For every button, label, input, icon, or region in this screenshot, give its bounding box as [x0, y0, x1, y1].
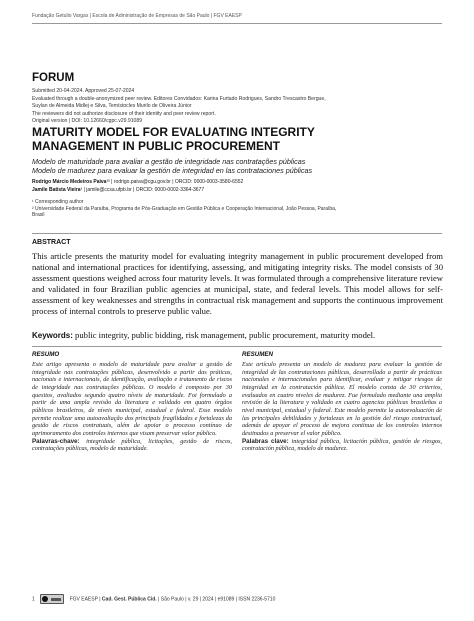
- title-line: MATURITY MODEL FOR EVALUATING INTEGRITY: [32, 125, 315, 139]
- journal-topline: Fundação Getulio Vargas | Escola de Administração de Empresas de São Paulo | FGV EAESP: [32, 13, 242, 19]
- footer-publisher: FGV EAESP: [69, 596, 98, 603]
- resumo-block: [32, 361, 232, 453]
- author-contact[interactable]: | jamile@ccsa.ufpb.br | ORCID: 0000-0002-3364-3677: [82, 186, 205, 193]
- resumen-heading: RESUMEN: [242, 351, 273, 358]
- article-subtitle: [32, 157, 452, 175]
- author-row: [32, 179, 442, 187]
- keywords-label: Keywords:: [32, 331, 73, 340]
- subtitle-es: Modelo de madurez para evaluar la gestión de integridad en las contrataciones públicas: [32, 166, 313, 175]
- resumo-keywords-label: Palavras-chave:: [32, 437, 80, 445]
- affiliation-line: ¹ Corresponding author: [32, 199, 84, 205]
- affiliation-line: Brasil: [32, 212, 45, 219]
- resumen-block: [242, 361, 442, 453]
- author-name: Rodrigo Márcio Medeiros Paiva¹²: [32, 179, 110, 185]
- page-footer: 1 FGV EAESP | Cad. Gest. Pública Cid. | São Paulo | v. 29 | 2024 | e91089 | ISSN 2236-5710: [32, 594, 275, 604]
- abstract-rule: [32, 233, 442, 234]
- affiliations: [32, 199, 442, 219]
- resumen-keywords: [242, 438, 442, 453]
- resumen-keywords-list: integridad pública, licitación pública, gestión de riesgos, contratación pública, modelo de madurez.: [242, 437, 442, 453]
- resumo-keywords-list: integridade pública, licitações, gestão de riscos, contratações públicas, modelo de maturidade.: [32, 437, 232, 453]
- affiliation-line: ² Universidade Federal da Paraíba, Programa de Pós-Graduação em Gestão Pública e Cooperação Internacional, João Pessoa, Paraíba,: [32, 205, 337, 212]
- resumen-text: Este artículo presenta un modelo de madurez para evaluar la gestión de integridad de las contrataciones públicas, desarrollado a partir de prácticas nacionales e internacionales para identificar, evaluar y mitigar riesgos de integridad en la contratación pública. El modelo consta de 30 criterios, evaluados en cuatro niveles de madurez. Fue formulado mediante una amplia revisión de la literatura y validado en cuatro agencias públicas brasileñas a nivel municipal, estadual y federal. Este modelo permite la autoevaluación de las principales debilidades y fortalezas en la gestión del riesgo contractual, además de apoyar el proceso de mejora continua de los controles internos destinados a preservar el valor público.: [242, 361, 442, 437]
- section-label: FORUM: [32, 72, 75, 84]
- author-name: Jamile Batista Vieira¹: [32, 186, 83, 193]
- author-list: [32, 179, 442, 194]
- subtitle-pt: Modelo de maturidade para avaliar a gestão de integridade nas contratações públicas: [32, 157, 306, 166]
- resumo-heading: RESUMO: [32, 351, 60, 358]
- resumo-text: Este artigo apresenta o modelo de maturidade para avaliar a gestão de integridade nas contratações públicas, desenvolvido a partir das práticas, nacionais e internacionais, de identificação, avaliação e tratamento de riscos de integridade nas contratações públicas. O modelo é composto por 30 quesitos, avaliados segundo quatro níveis de maturidade. Foi formulado a partir de uma ampla revisão da literatura e validado em quatro órgãos públicos brasileiros, de níveis municipal, estadual e federal. Esse modelo permite realizar uma autoavaliação dos principais fragilidades e fortalezas da gestão de riscos contratuais, além de apoiar o processo contínuo de aprimoramento dos controles internos que visam preservar valor público.: [32, 361, 232, 437]
- footer-details: | São Paulo | v. 29 | 2024 | e91089 | ISSN 2236-5710: [158, 596, 276, 603]
- title-line: MANAGEMENT IN PUBLIC PROCUREMENT: [32, 139, 280, 153]
- abstract-keywords: [32, 330, 443, 342]
- cc-license-icon[interactable]: [40, 594, 64, 604]
- resumo-keywords: [32, 438, 232, 453]
- resumen-keywords-label: Palabras clave:: [242, 437, 289, 445]
- meta-line: Evaluated through a double-anonymized peer review. Editores Convidados: Karina Furtado Rodrigues, Sandro Trescastro Bergue,: [32, 95, 326, 102]
- abstract-heading: ABSTRACT: [32, 239, 71, 246]
- abstract-text: This article presents the maturity model for evaluating integrity management in public procurement developed from national and international practices for identifying, assessing, and mitigating integrity risks. The model consists of 30 assessment questions weighed across four maturity levels. It was formulated through a comprehensive literature review and validated in four Brazilian public agencies at municipal, state, and federal levels. This model allows for self-assessment of key weaknesses and strengths in contractual risk management and supports the continuous improvement process of internal controls to preserve public value.: [32, 251, 443, 316]
- author-contact[interactable]: | rodrigo.paiva@cgu.gov.br | ORCID: 0000-0003-3580-6552: [109, 179, 244, 185]
- page-number: 1: [32, 596, 35, 603]
- article-meta: [32, 88, 442, 126]
- meta-line: Submitted 20-04-2024. Approved 25-07-2024: [32, 88, 135, 94]
- footer-journal: Cad. Gest. Pública Cid.: [101, 596, 157, 603]
- header-rule: [32, 23, 442, 24]
- meta-line: The reviewers did not authorize disclosure of their identity and peer review report.: [32, 110, 216, 117]
- meta-line[interactable]: Original version | DOI: 10.12660/cgpc.v29.91089: [32, 118, 143, 125]
- columns-rule: [32, 346, 442, 347]
- article-title: [32, 125, 452, 153]
- meta-line: Suylan de Almeida Midlej e Silva, Temístocles Murilo de Oliveira Júnior: [32, 103, 192, 110]
- author-row: [32, 187, 442, 195]
- keywords-list: public integrity, public bidding, risk management, public procurement, maturity model.: [72, 330, 376, 340]
